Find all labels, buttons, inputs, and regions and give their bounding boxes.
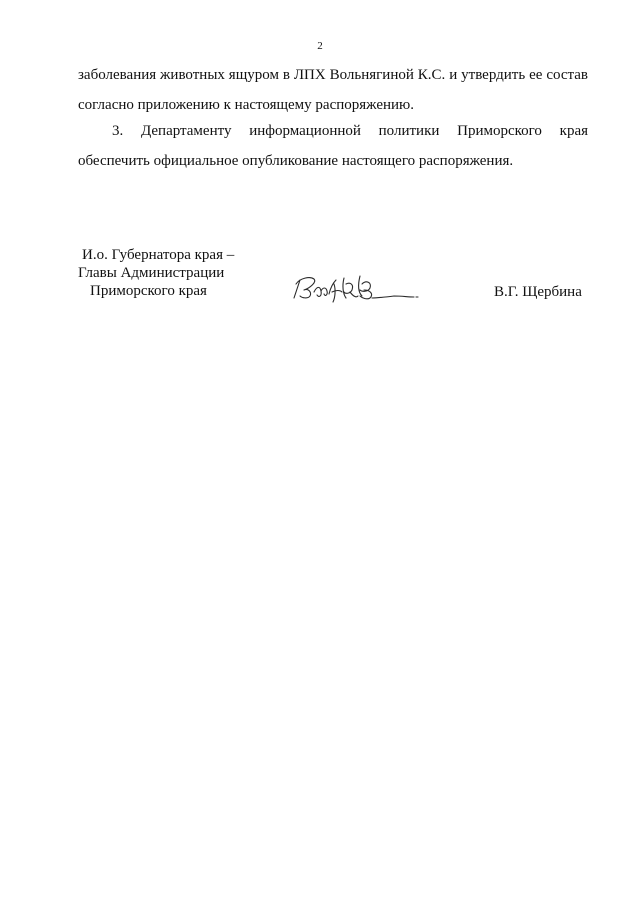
paragraph-continuation — [78, 60, 588, 120]
paragraph-line: 3. Департаменту информационной политики Приморского края — [112, 123, 588, 139]
paragraph-line: согласно приложению к настоящему распоряжению. — [78, 97, 415, 113]
page-number: 2 — [317, 40, 323, 52]
paragraph-line: заболевания животных ящуром в ЛПХ Вольнягиной К.С. и утвердить ее состав — [78, 67, 588, 83]
signatory-title-line: Приморского края — [90, 283, 207, 299]
signatory-title-line: И.о. Губернатора края – — [82, 247, 235, 263]
signatory-title — [78, 246, 258, 300]
handwritten-signature — [290, 270, 430, 310]
signer-name: В.Г. Щербина — [494, 284, 582, 300]
signatory-title-line: Главы Администрации — [78, 265, 225, 281]
paragraph-line: обеспечить официальное опубликование настоящего распоряжения. — [78, 153, 514, 169]
paragraph-item-3 — [78, 116, 588, 176]
